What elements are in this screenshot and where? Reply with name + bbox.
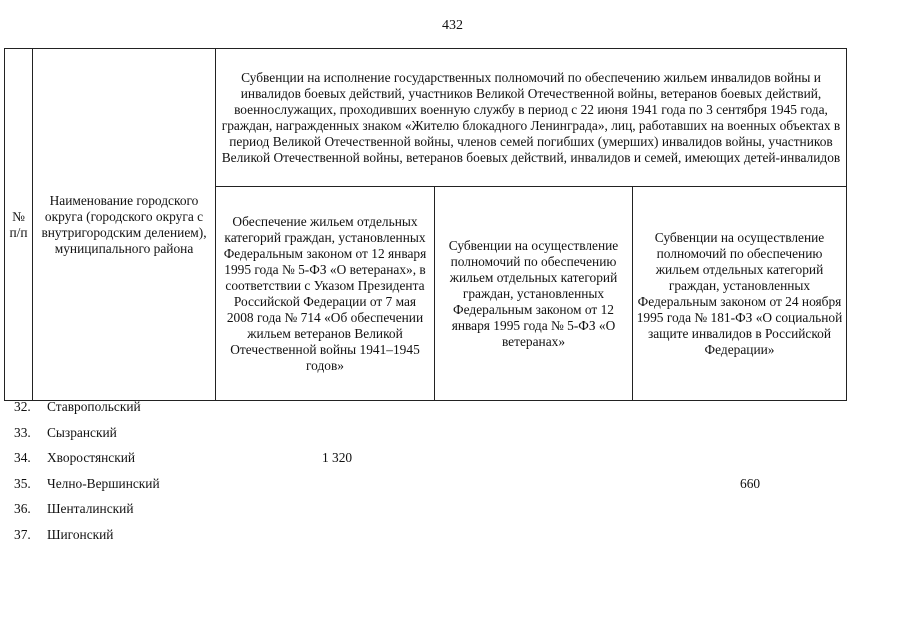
table-row xyxy=(4,472,874,498)
header-number-column: № п/п xyxy=(5,49,33,401)
table-row xyxy=(4,497,874,523)
row-value-a: 1 320 xyxy=(322,450,353,465)
row-name: Хворостянский xyxy=(47,450,136,465)
table-body xyxy=(4,395,874,548)
row-number: 35. xyxy=(14,475,31,491)
table-row xyxy=(4,421,874,447)
table-row xyxy=(4,395,874,421)
header-subcolumn-c: Субвенции на осуществление полномочий по обеспечению жильем отдельных категорий граждан, установленных Федеральным законом от 24 ноября 1995 года № 181-ФЗ «О социальной защите инвалидов в Российской Федерации» xyxy=(633,187,847,401)
row-number: 33. xyxy=(14,424,31,440)
row-value-c: 660 xyxy=(740,475,761,491)
row-number: 36. xyxy=(14,501,31,516)
row-name: Ставропольский xyxy=(47,399,141,414)
row-number: 37. xyxy=(14,526,31,542)
page-number: 432 xyxy=(442,18,463,33)
header-subcolumn-b: Субвенции на осуществление полномочий по обеспечению жильем отдельных категорий граждан, установленных Федеральным законом от 12 января 1995 года № 5-ФЗ «О ветеранах» xyxy=(435,187,633,401)
row-name: Челно-Вершинский xyxy=(47,475,160,491)
row-number: 34. xyxy=(14,450,31,465)
header-name-column: Наименование городского округа (городского округа с внутригородским делением), муниципального района xyxy=(33,49,216,401)
row-name: Шенталинский xyxy=(47,501,134,516)
header-main-group: Субвенции на исполнение государственных полномочий по обеспечению жильем инвалидов войны и инвалидов боевых действий, участников Великой Отечественной войны, ветеранов боевых действий, военнослужащих, проходивших военную службу в период с 22 июня 1941 года по 3 сентября 1945 года, граждан, награжденных знаком «Жителю блокадного Ленинграда», лиц, работавших на военных объектах в период Великой Отечественной войны, членов семей погибших (умерших) инвалидов войны, участников Великой Отечественной войны, ветеранов боевых действий, инвалидов и семей, имеющих детей-инвалидов xyxy=(216,49,847,187)
row-name: Сызранский xyxy=(47,424,117,440)
header-subcolumn-a: Обеспечение жильем отдельных категорий граждан, установленных Федеральным законом от 12 января 1995 года № 5-ФЗ «О ветеранах», в соответствии с Указом Президента Российской Федерации от 7 мая 2008 года № 714 «Об обеспечении жильем ветеранов Великой Отечественной войны 1941–1945 годов» xyxy=(216,187,435,401)
subsidy-table-header xyxy=(4,48,847,401)
table-row xyxy=(4,446,874,472)
row-name: Шигонский xyxy=(47,526,114,542)
row-number: 32. xyxy=(14,399,31,414)
table-row xyxy=(4,523,874,549)
